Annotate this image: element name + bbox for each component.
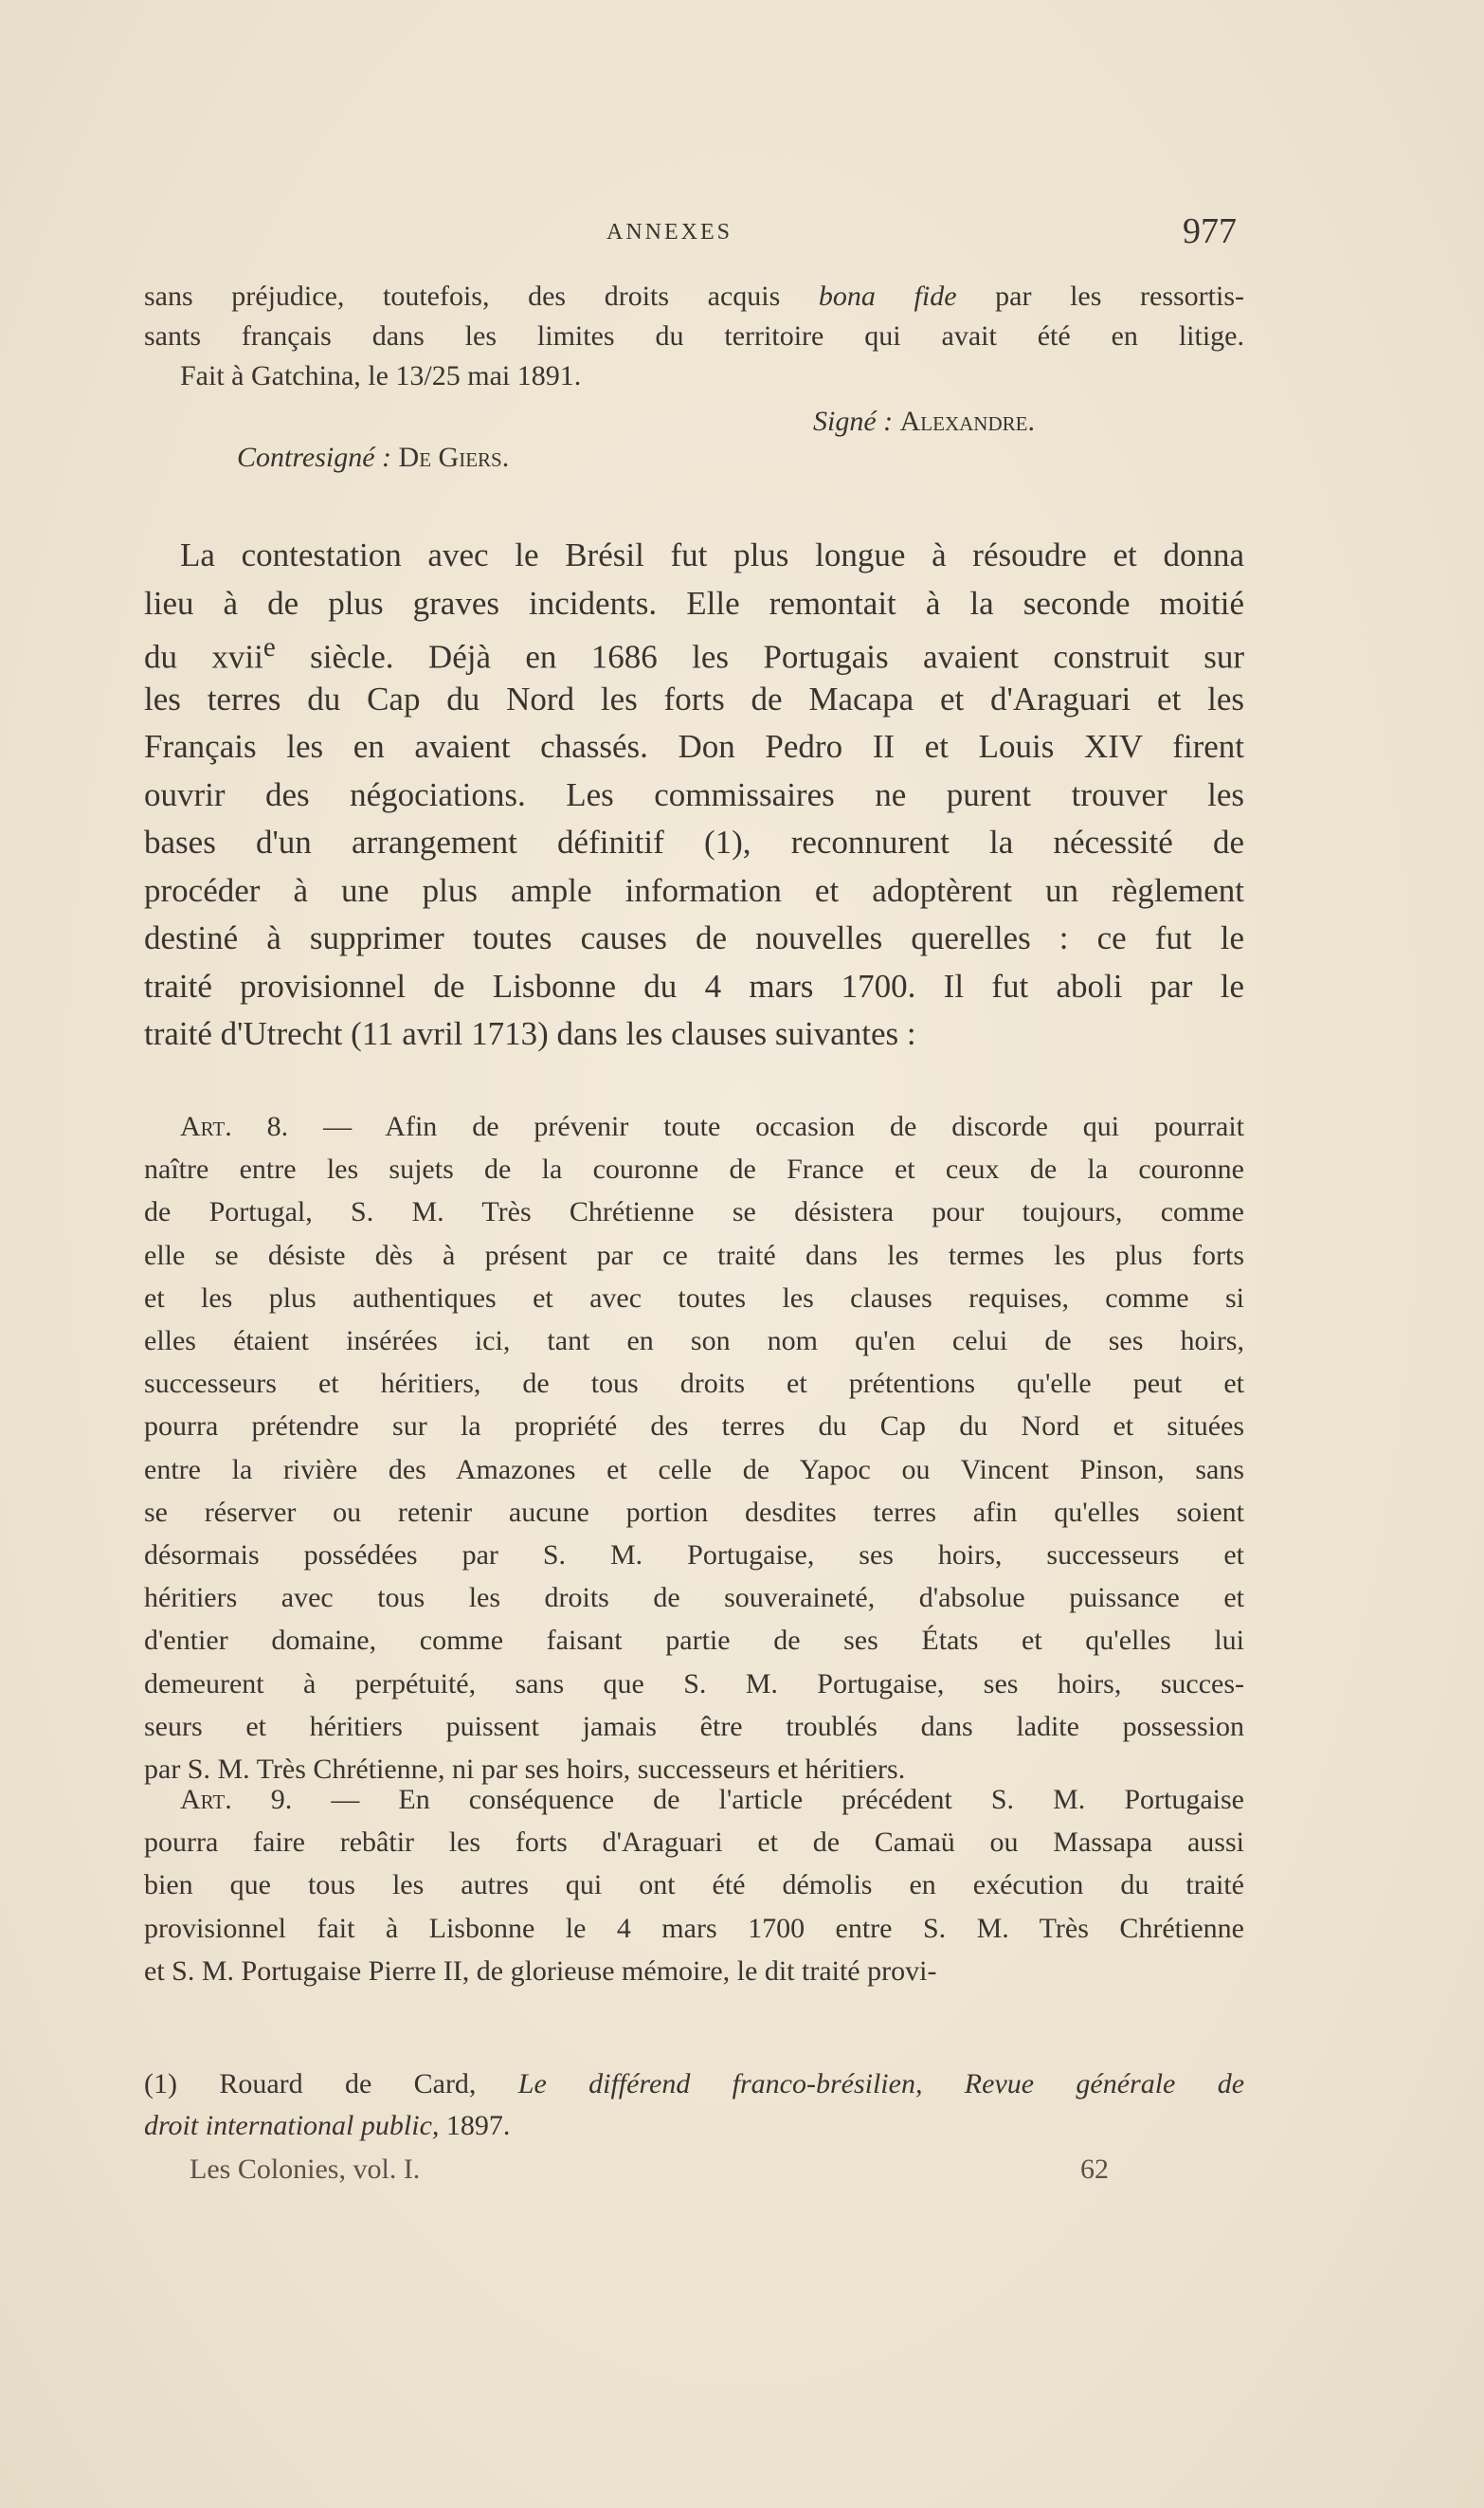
text-line: destiné à supprimer toutes causes de nouvelles querelles : ce fut le	[144, 919, 1244, 956]
signature-number: 62	[1080, 2154, 1109, 2185]
text-line: elles étaient insérées ici, tant en son nom qu'en celui de ses hoirs,	[144, 1325, 1244, 1356]
text-line: d'entier domaine, comme faisant partie de ses États et qu'elles lui	[144, 1625, 1244, 1657]
article-label: Art. 9.	[180, 1784, 332, 1815]
text-line: procéder à une plus ample information et adoptèrent un règlement	[144, 871, 1244, 909]
text-line: successeurs et héritiers, de tous droits et prétentions qu'elle peut et	[144, 1368, 1244, 1400]
text-line: de Portugal, S. M. Très Chrétienne se désistera pour toujours, comme	[144, 1196, 1244, 1228]
text-line: seurs et héritiers puissent jamais être troublés dans ladite possession	[144, 1710, 1244, 1742]
text-line: elle se désiste dès à présent par ce traité dans les termes les plus forts	[144, 1239, 1244, 1271]
text-line: demeurent à perpétuité, sans que S. M. Portugaise, ses hoirs, succes-	[144, 1667, 1244, 1699]
article-label: Art. 8.	[180, 1111, 324, 1142]
text-line: entre la rivière des Amazones et celle de Yapoc ou Vincent Pinson, sans	[144, 1453, 1244, 1485]
footnote-line: (1) Rouard de Card, Le différend franco-brésilien, Revue générale de	[144, 2068, 1245, 2099]
text-line: et S. M. Portugaise Pierre II, de glorieuse mémoire, le dit traité provi-	[144, 1954, 937, 1987]
signature-mark: Les Colonies, vol. I.	[190, 2154, 421, 2185]
text-line: pourra prétendre sur la propriété des terres du Cap du Nord et situées	[144, 1410, 1244, 1443]
text-line: Art. 8. — Afin de prévenir toute occasion de discorde qui pourrait	[180, 1111, 1244, 1142]
text-line: désormais possédées par S. M. Portugaise, ses hoirs, successeurs et	[144, 1539, 1244, 1571]
text-line: ouvrir des négociations. Les commissaires ne purent trouver les	[144, 775, 1244, 813]
countersignature: Contresigné : De Giers.	[237, 442, 510, 473]
text-line: bases d'un arrangement définitif (1), reconnurent la nécessité de	[144, 824, 1244, 861]
text-line: bien que tous les autres qui ont été démolis en exécution du traité	[144, 1869, 1244, 1901]
text-line: par S. M. Très Chrétienne, ni par ses hoirs, successeurs et héritiers.	[144, 1754, 906, 1785]
text-line: traité provisionnel de Lisbonne du 4 mars 1700. Il fut aboli par le	[144, 967, 1244, 1005]
text-line: lieu à de plus graves incidents. Elle remontait à la seconde moitié	[144, 584, 1244, 622]
text-line: provisionnel fait à Lisbonne le 4 mars 1700 entre S. M. Très Chrétienne	[144, 1912, 1244, 1944]
text-line: naître entre les sujets de la couronne de France et ceux de la couronne	[144, 1154, 1244, 1186]
text-line: du xvii$^e$ siècle. Déjà en 1686 les Portugais avaient construit sur	[144, 632, 1244, 676]
text-line: et les plus authentiques et avec toutes les clauses requises, comme si	[144, 1281, 1244, 1314]
text-line: La contestation avec le Brésil fut plus longue à résoudre et donna	[180, 536, 1244, 573]
running-title: ANNEXES	[606, 220, 733, 245]
text-line: sants français dans les limites du territoire qui avait été en litige.	[144, 320, 1244, 352]
text-line: se réserver ou retenir aucune portion desdites terres afin qu'elles soient	[144, 1496, 1244, 1528]
text-line: sans préjudice, toutefois, des droits acquis bona fide par les ressortis-	[144, 281, 1244, 312]
text-line: les terres du Cap du Nord les forts de Macapa et d'Araguari et les	[144, 680, 1244, 718]
text-line: traité d'Utrecht (11 avril 1713) dans les clauses suivantes :	[144, 1015, 916, 1052]
text-line: Français les en avaient chassés. Don Pedro II et Louis XIV firent	[144, 728, 1244, 765]
page-number: 977	[1183, 211, 1237, 251]
text-line: héritiers avec tous les droits de souveraineté, d'absolue puissance et	[144, 1582, 1244, 1614]
signature: Signé : Alexandre.	[813, 406, 1035, 437]
text-line: pourra faire rebâtir les forts d'Araguari et de Camaü ou Massapa aussi	[144, 1826, 1244, 1859]
footnote-line: droit international public, 1897.	[144, 2110, 511, 2141]
text-line: Art. 9. — En conséquence de l'article précédent S. M. Portugaise	[180, 1784, 1244, 1815]
date-line: Fait à Gatchina, le 13/25 mai 1891.	[180, 360, 582, 391]
